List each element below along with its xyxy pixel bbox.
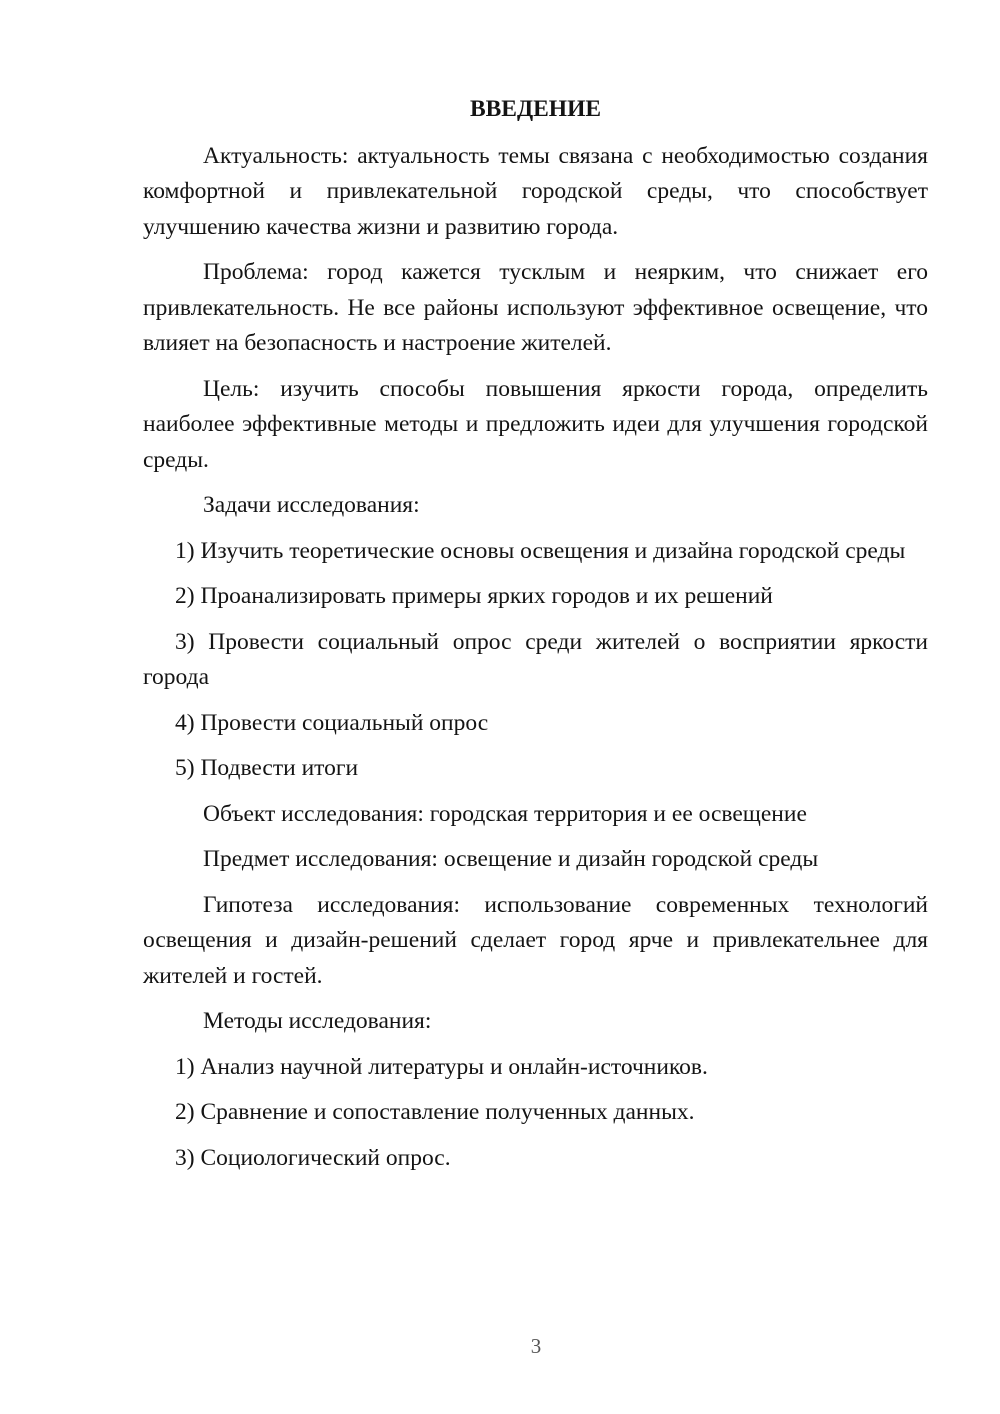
task-item-1: 1) Изучить теоретические основы освещения и дизайна городской среды xyxy=(175,537,906,564)
tasks-title: Задачи исследования: xyxy=(203,492,420,518)
problem-paragraph: Проблема: город кажется тусклым и неярким, что снижает его привлекательность. Не все районы используют эффективное освещение, что влияет на безопасность и настроение жителей. xyxy=(143,259,928,356)
methods-title: Методы исследования: xyxy=(203,1008,432,1034)
method-item-2: 2) Сравнение и сопоставление полученных данных. xyxy=(175,1099,695,1125)
tasks-list xyxy=(143,534,928,787)
task-item-4: 4) Провести социальный опрос xyxy=(175,709,489,736)
page-number: 3 xyxy=(530,1334,542,1358)
task-item-3: 3) Провести социальный опрос среди жителей о восприятии яркости города xyxy=(143,628,928,690)
subject-paragraph: Предмет исследования: освещение и дизайн городской среды xyxy=(203,846,819,872)
page-content xyxy=(143,92,928,1186)
section-heading: ВВЕДЕНИЕ xyxy=(469,96,602,122)
goal-paragraph: Цель: изучить способы повышения яркости города, определить наиболее эффективные методы и предложить идеи для улучшения городской среды. xyxy=(143,375,928,473)
relevance-paragraph: Актуальность: актуальность темы связана с необходимостью создания комфортной и привлекательной городской среды, что способствует улучшению качества жизни и развитию города. xyxy=(143,142,928,240)
method-item-1: 1) Анализ научной литературы и онлайн-источников. xyxy=(175,1053,708,1080)
task-item-5: 5) Подвести итоги xyxy=(175,755,359,781)
hypothesis-paragraph: Гипотеза исследования: использование современных технологий освещения и дизайн-решений сделает город ярче и привлекательнее для жителей и гостей. xyxy=(143,891,928,989)
task-item-2: 2) Проанализировать примеры ярких городов и их решений xyxy=(175,583,773,609)
method-item-3: 3) Социологический опрос. xyxy=(175,1144,451,1171)
object-paragraph: Объект исследования: городская территория и ее освещение xyxy=(203,800,807,827)
methods-list xyxy=(143,1050,928,1177)
